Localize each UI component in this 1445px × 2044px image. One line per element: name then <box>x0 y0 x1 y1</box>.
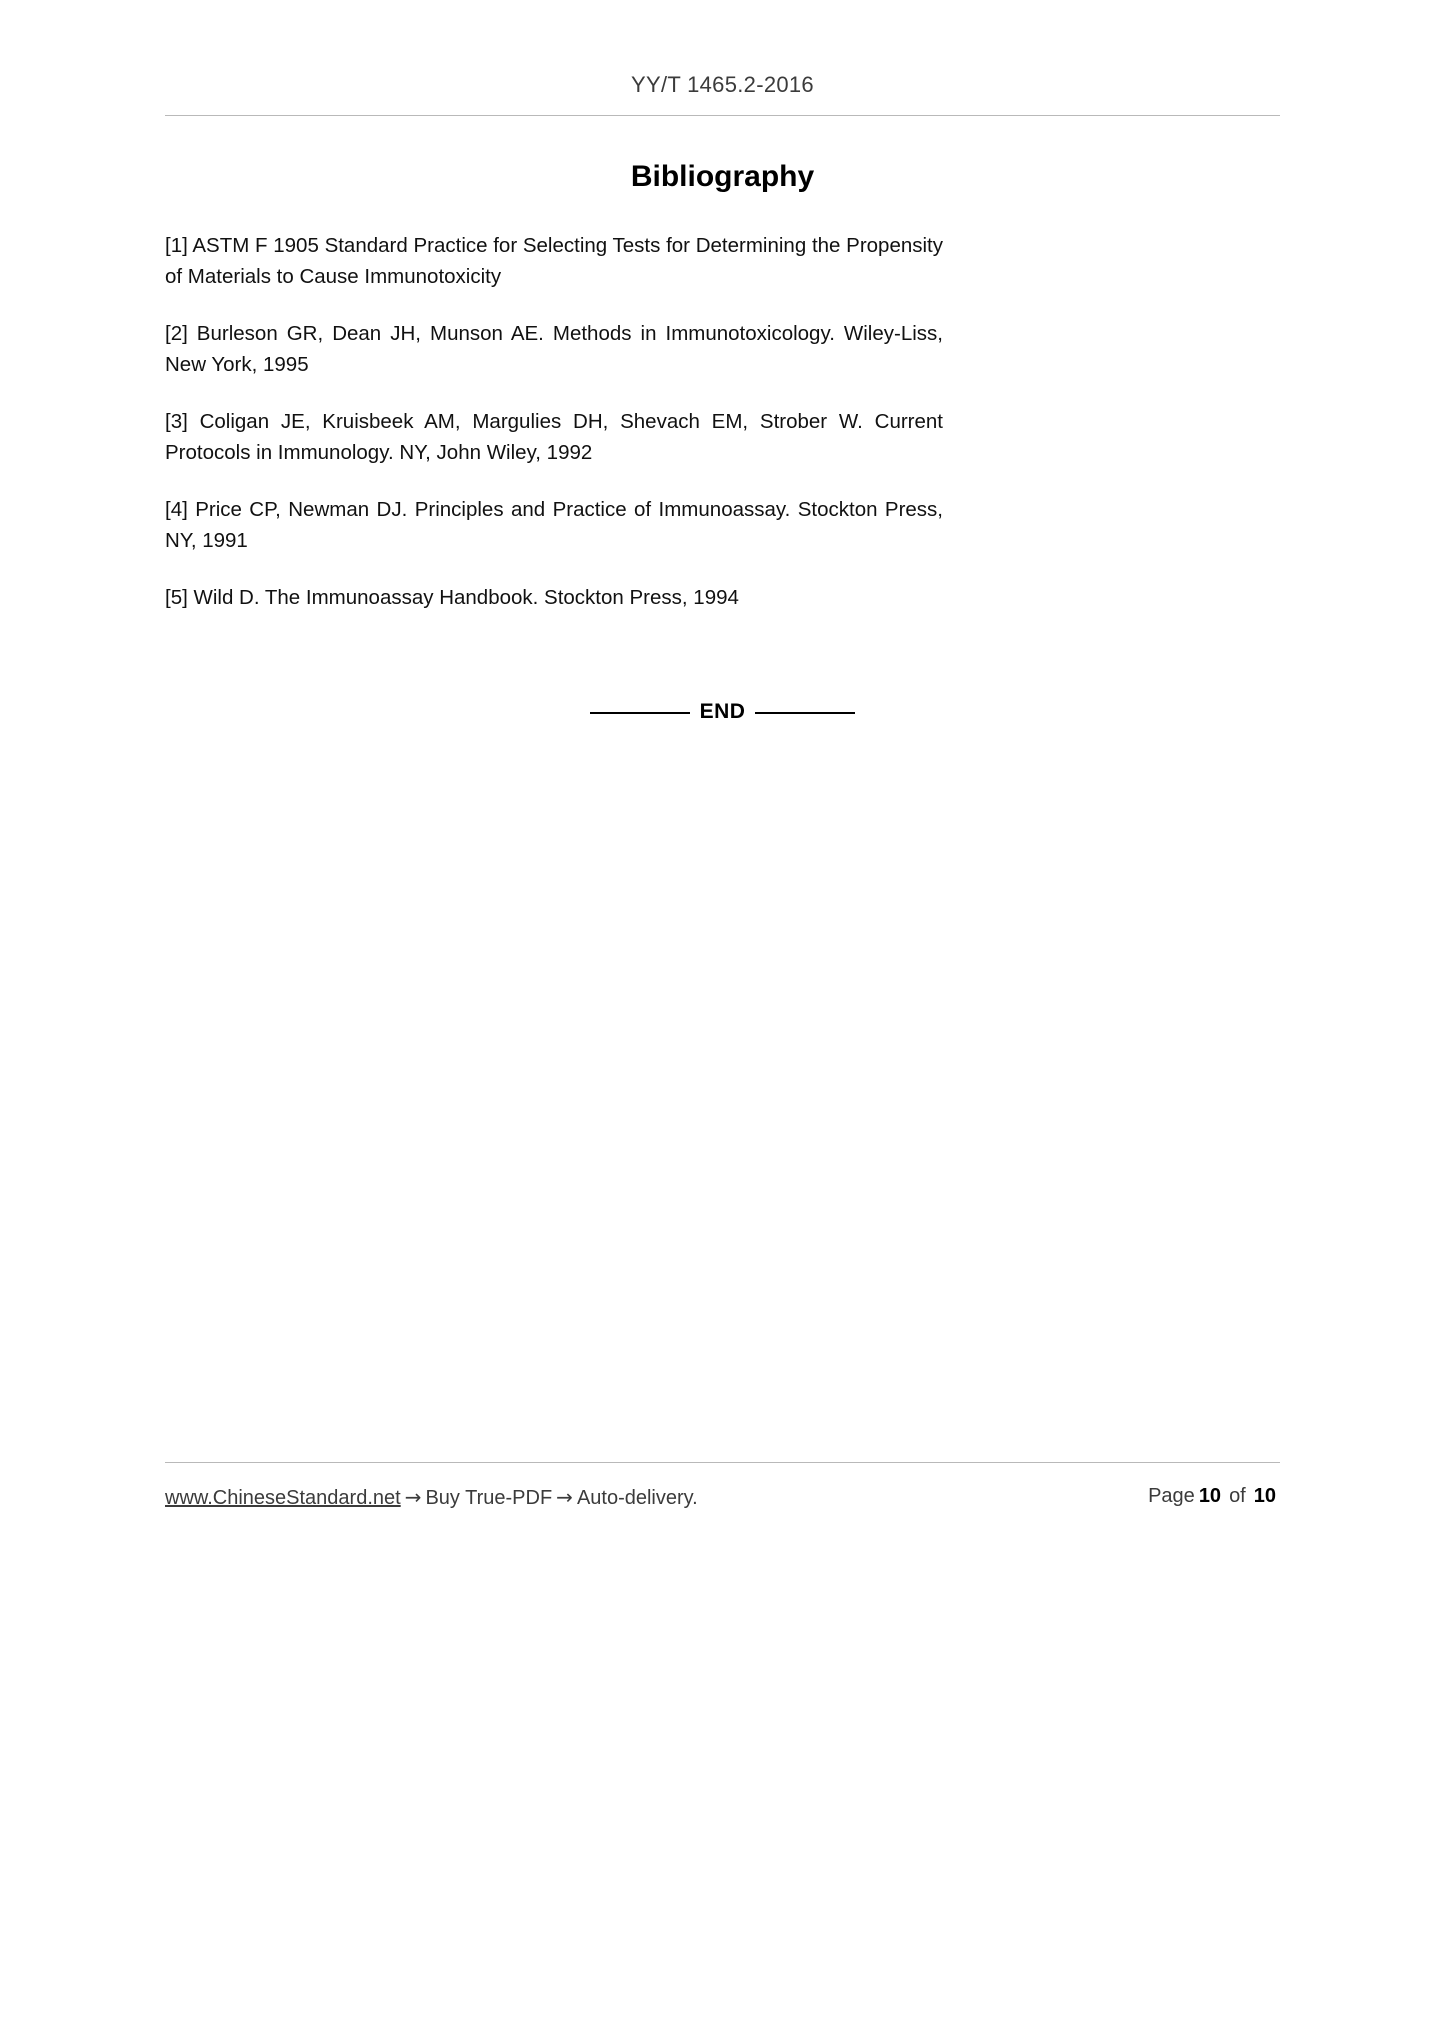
page-title: Bibliography <box>630 160 815 193</box>
page-total: 10 <box>1253 1485 1276 1507</box>
reference-item: [5] Wild D. The Immunoassay Handbook. Stockton Press, 1994 <box>165 586 739 609</box>
site-link[interactable]: www.ChineseStandard.net <box>165 1487 401 1509</box>
end-label: END <box>699 700 746 723</box>
end-rule-left <box>590 712 690 714</box>
footer-divider <box>165 1462 1280 1463</box>
delivery-label: Auto-delivery. <box>576 1487 698 1509</box>
page-label: Page <box>1148 1485 1195 1507</box>
page-of: of <box>1229 1485 1246 1507</box>
bibliography-list <box>165 230 943 613</box>
header-divider <box>165 115 1280 116</box>
footer-promo <box>165 1485 698 1510</box>
end-rule-right <box>755 712 855 714</box>
page-current: 10 <box>1198 1485 1222 1507</box>
arrow-right-icon: → <box>404 1485 422 1509</box>
standard-number: YY/T 1465.2-2016 <box>631 72 814 97</box>
page-indicator <box>1148 1485 1280 1508</box>
reference-item: [3] Coligan JE, Kruisbeek AM, Margulies DH, Shevach EM, Strober W. Current Protocols in Immunology. NY, John Wiley, 1992 <box>165 410 943 464</box>
reference-item: [2] Burleson GR, Dean JH, Munson AE. Methods in Immunotoxicology. Wiley-Liss, New York, 1995 <box>165 322 943 376</box>
arrow-right-icon: → <box>556 1485 573 1509</box>
page-footer <box>165 1485 1280 1525</box>
end-marker <box>165 700 1280 724</box>
reference-item: [4] Price CP, Newman DJ. Principles and Practice of Immunoassay. Stockton Press, NY, 1991 <box>165 498 943 552</box>
buy-label[interactable]: Buy True-PDF <box>425 1487 553 1509</box>
page-header <box>165 72 1280 98</box>
reference-item: [1] ASTM F 1905 Standard Practice for Selecting Tests for Determining the Propensity of Materials to Cause Immunotoxicity <box>165 234 943 288</box>
